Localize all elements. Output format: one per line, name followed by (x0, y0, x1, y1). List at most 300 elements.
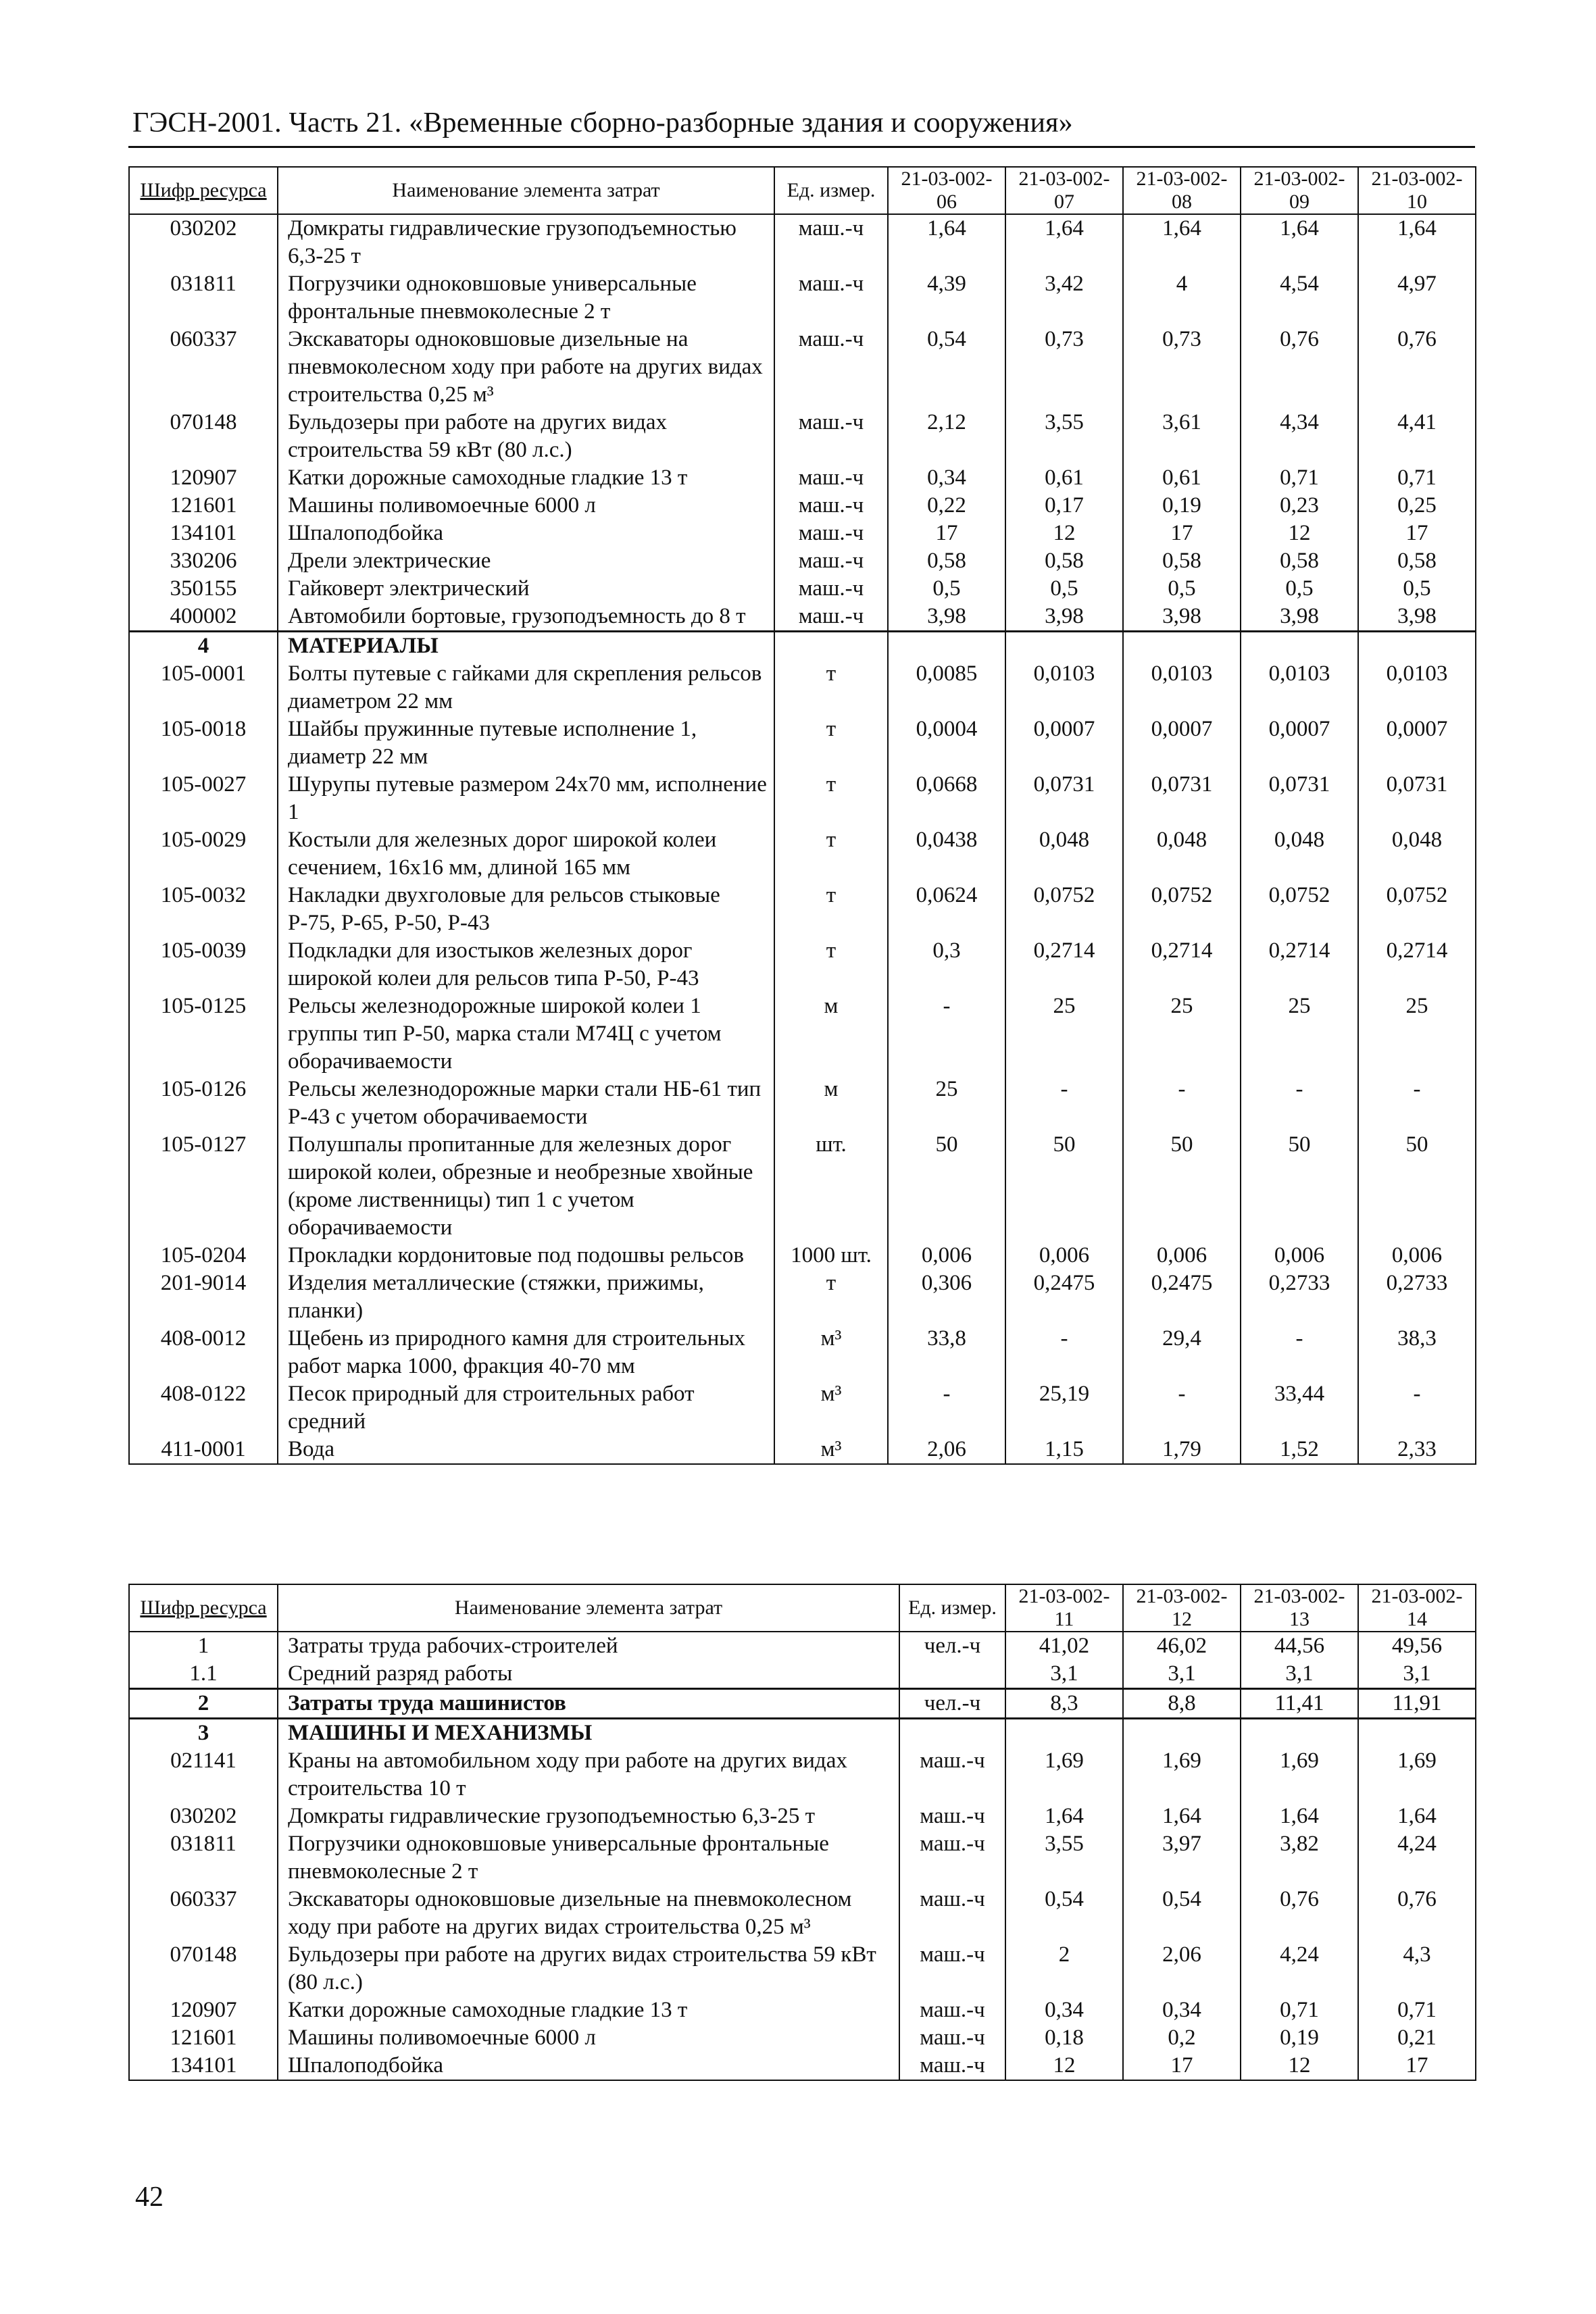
value-cell: 1,69 (1005, 1747, 1123, 1803)
value-cell: 0,58 (888, 547, 1005, 575)
value-cell: 0,048 (1123, 826, 1241, 882)
resource-name: Полушпалы пропитанные для железных дорог широкой колеи, обрезные и необрезные хвойные (кроме лиственницы) тип 1 с учетом оборачиваемости (278, 1131, 774, 1242)
table-row (129, 547, 1476, 575)
value-cell (1123, 632, 1241, 661)
value-cell: 0,2475 (1123, 1269, 1241, 1325)
resource-code: 060337 (129, 326, 278, 409)
resource-name: Погрузчики одноковшовые универсальные фронтальные пневмоколесные 2 т (278, 270, 774, 326)
value-cell: 0,3 (888, 937, 1005, 992)
unit-cell: т (774, 1269, 888, 1325)
value-cell: 0,2714 (1123, 937, 1241, 992)
value-cell: 1,64 (1005, 1803, 1123, 1830)
value-cell (1123, 1719, 1241, 1748)
table-row (129, 575, 1476, 603)
value-cell: 17 (1358, 2052, 1476, 2080)
value-cell: 4,39 (888, 270, 1005, 326)
value-cell: - (1123, 1076, 1241, 1131)
resource-code: 411-0001 (129, 1436, 278, 1464)
table-row (129, 660, 1476, 715)
value-cell: 0,5 (1123, 575, 1241, 603)
value-cell (888, 632, 1005, 661)
resource-name: Экскаваторы одноковшовые дизельные на пневмоколесном ходу при работе на других видах строительства 0,25 м³ (278, 1886, 899, 1941)
resource-name: МАШИНЫ И МЕХАНИЗМЫ (278, 1719, 899, 1748)
value-cell: 50 (1241, 1131, 1358, 1242)
resource-name: Щебень из природного камня для строительных работ марка 1000, фракция 40-70 мм (278, 1325, 774, 1380)
resource-name: Болты путевые с гайками для скрепления рельсов диаметром 22 мм (278, 660, 774, 715)
resource-code: 105-0018 (129, 715, 278, 771)
unit-cell: м (774, 992, 888, 1076)
table-row (129, 1941, 1476, 1996)
value-cell: 0,2714 (1005, 937, 1123, 992)
value-cell: 3,82 (1241, 1830, 1358, 1886)
value-cell: 1,52 (1241, 1436, 1358, 1464)
table-row (129, 2052, 1476, 2080)
table-row (129, 1886, 1476, 1941)
value-cell: 11,91 (1358, 1689, 1476, 1719)
resource-code: 031811 (129, 270, 278, 326)
unit-cell: маш.-ч (899, 2052, 1005, 2080)
table-row (129, 1269, 1476, 1325)
unit-cell: м (774, 1076, 888, 1131)
unit-cell: маш.-ч (899, 1830, 1005, 1886)
unit-cell: чел.-ч (899, 1632, 1005, 1660)
unit-cell: маш.-ч (899, 1803, 1005, 1830)
resource-code: 120907 (129, 464, 278, 492)
value-cell: 0,0438 (888, 826, 1005, 882)
resource-name: Катки дорожные самоходные гладкие 13 т (278, 1996, 899, 2024)
value-cell: 3,55 (1005, 409, 1123, 464)
value-cell: 0,73 (1123, 326, 1241, 409)
value-cell: - (1358, 1076, 1476, 1131)
resource-code: 070148 (129, 1941, 278, 1996)
value-cell: 0,5 (888, 575, 1005, 603)
value-cell: 0,0103 (1241, 660, 1358, 715)
value-cell: 0,76 (1241, 326, 1358, 409)
resource-table-1 (128, 166, 1476, 1465)
value-cell: 0,0007 (1241, 715, 1358, 771)
resource-name: Затраты труда рабочих-строителей (278, 1632, 899, 1660)
resource-code: 330206 (129, 547, 278, 575)
unit-cell: т (774, 826, 888, 882)
value-cell: 0,048 (1005, 826, 1123, 882)
header-code: Шифр ресурса (129, 167, 278, 214)
value-cell: 2,06 (888, 1436, 1005, 1464)
value-cell: 0,0007 (1358, 715, 1476, 771)
table-row (129, 1660, 1476, 1689)
value-cell: 0,58 (1358, 547, 1476, 575)
value-cell: 0,58 (1123, 547, 1241, 575)
resource-name: Подкладки для изостыков железных дорог широкой колеи для рельсов типа Р-50, Р-43 (278, 937, 774, 992)
value-cell: 0,76 (1241, 1886, 1358, 1941)
resource-code: 031811 (129, 1830, 278, 1886)
resource-name: Средний разряд работы (278, 1660, 899, 1689)
table-row (129, 1830, 1476, 1886)
value-cell: 1,15 (1005, 1436, 1123, 1464)
unit-cell: шт. (774, 1131, 888, 1242)
value-cell: 0,17 (1005, 492, 1123, 520)
table-row (129, 1436, 1476, 1464)
unit-cell: маш.-ч (899, 1886, 1005, 1941)
resource-code: 105-0204 (129, 1242, 278, 1269)
table-row (129, 520, 1476, 547)
value-cell: 0,61 (1005, 464, 1123, 492)
resource-code: 408-0012 (129, 1325, 278, 1380)
section-row (129, 1719, 1476, 1748)
resource-code: 060337 (129, 1886, 278, 1941)
resource-name: Дрели электрические (278, 547, 774, 575)
value-cell: 44,56 (1241, 1632, 1358, 1660)
resource-code: 2 (129, 1689, 278, 1719)
value-cell: 3,1 (1005, 1660, 1123, 1689)
value-cell: 0,58 (1005, 547, 1123, 575)
value-cell: 0,19 (1241, 2024, 1358, 2052)
value-cell: 0,006 (1005, 1242, 1123, 1269)
value-cell (1005, 632, 1123, 661)
value-cell: 0,5 (1358, 575, 1476, 603)
value-cell: 17 (1123, 520, 1241, 547)
unit-cell: маш.-ч (774, 409, 888, 464)
value-cell: 1,64 (1005, 214, 1123, 270)
resource-name: Вода (278, 1436, 774, 1464)
table-row (129, 1325, 1476, 1380)
value-cell: 46,02 (1123, 1632, 1241, 1660)
unit-cell: маш.-ч (774, 547, 888, 575)
value-cell: 0,006 (888, 1242, 1005, 1269)
unit-cell (774, 632, 888, 661)
value-cell: 1,64 (1241, 1803, 1358, 1830)
value-cell: 12 (1005, 520, 1123, 547)
header-col: 21-03-002-09 (1241, 167, 1358, 214)
value-cell: 0,0752 (1241, 882, 1358, 937)
unit-cell: 1000 шт. (774, 1242, 888, 1269)
resource-code: 4 (129, 632, 278, 661)
resource-name: Шпалоподбойка (278, 520, 774, 547)
resource-name: Автомобили бортовые, грузоподъемность до 8 т (278, 603, 774, 632)
value-cell: 4,24 (1358, 1830, 1476, 1886)
value-cell: 3,98 (1123, 603, 1241, 632)
value-cell: 25 (888, 1076, 1005, 1131)
resource-name: Домкраты гидравлические грузоподъемностью 6,3-25 т (278, 214, 774, 270)
value-cell: 1,64 (1123, 1803, 1241, 1830)
value-cell: 25 (1005, 992, 1123, 1076)
value-cell: 1,69 (1358, 1747, 1476, 1803)
section-row (129, 632, 1476, 661)
value-cell: - (1005, 1076, 1123, 1131)
resource-name: Песок природный для строительных работ средний (278, 1380, 774, 1436)
unit-cell: чел.-ч (899, 1689, 1005, 1719)
value-cell: 0,23 (1241, 492, 1358, 520)
resource-name: Прокладки кордонитовые под подошвы рельсов (278, 1242, 774, 1269)
value-cell: 0,2714 (1241, 937, 1358, 992)
value-cell: 0,34 (888, 464, 1005, 492)
value-cell: 0,048 (1358, 826, 1476, 882)
table-row (129, 2024, 1476, 2052)
value-cell: 17 (1358, 520, 1476, 547)
table-row (129, 214, 1476, 270)
resource-code: 105-0039 (129, 937, 278, 992)
unit-cell: маш.-ч (899, 1941, 1005, 1996)
value-cell: 0,0624 (888, 882, 1005, 937)
value-cell: 2,06 (1123, 1941, 1241, 1996)
table-row (129, 464, 1476, 492)
unit-cell: т (774, 771, 888, 826)
header-col: 21-03-002-12 (1123, 1584, 1241, 1632)
value-cell (1005, 1719, 1123, 1748)
header-unit: Ед. измер. (899, 1584, 1005, 1632)
resource-code: 120907 (129, 1996, 278, 2024)
resource-name: Домкраты гидравлические грузоподъемностью 6,3-25 т (278, 1803, 899, 1830)
value-cell: 0,0085 (888, 660, 1005, 715)
value-cell: 29,4 (1123, 1325, 1241, 1380)
resource-name: Рельсы железнодорожные широкой колеи 1 группы тип Р-50, марка стали М74Ц с учетом оборачиваемости (278, 992, 774, 1076)
resource-name: Шурупы путевые размером 24x70 мм, исполнение 1 (278, 771, 774, 826)
value-cell: - (888, 1380, 1005, 1436)
value-cell: 25 (1123, 992, 1241, 1076)
header-col: 21-03-002-11 (1005, 1584, 1123, 1632)
header-col: 21-03-002-10 (1358, 167, 1476, 214)
value-cell: 3,61 (1123, 409, 1241, 464)
unit-cell: м³ (774, 1436, 888, 1464)
table-row (129, 603, 1476, 632)
value-cell: 25 (1241, 992, 1358, 1076)
value-cell: 49,56 (1358, 1632, 1476, 1660)
value-cell: 50 (1358, 1131, 1476, 1242)
table-row (129, 771, 1476, 826)
value-cell: 3,1 (1241, 1660, 1358, 1689)
page-number: 42 (135, 2182, 164, 2213)
resource-name: Шпалоподбойка (278, 2052, 899, 2080)
value-cell: 4,41 (1358, 409, 1476, 464)
value-cell: 3,1 (1358, 1660, 1476, 1689)
value-cell: 0,0752 (1123, 882, 1241, 937)
value-cell: 4,97 (1358, 270, 1476, 326)
value-cell: 0,76 (1358, 326, 1476, 409)
resource-code: 121601 (129, 2024, 278, 2052)
value-cell (1358, 1719, 1476, 1748)
value-cell: 25,19 (1005, 1380, 1123, 1436)
resource-name: Костыли для железных дорог широкой колеи сечением, 16x16 мм, длиной 165 мм (278, 826, 774, 882)
value-cell: 4,3 (1358, 1941, 1476, 1996)
value-cell: 0,306 (888, 1269, 1005, 1325)
resource-name: Машины поливомоечные 6000 л (278, 492, 774, 520)
value-cell: 0,2733 (1358, 1269, 1476, 1325)
value-cell: 38,3 (1358, 1325, 1476, 1380)
value-cell: 0,5 (1241, 575, 1358, 603)
value-cell: 0,0103 (1358, 660, 1476, 715)
table-row (129, 1689, 1476, 1719)
header-col: 21-03-002-13 (1241, 1584, 1358, 1632)
value-cell: 4,24 (1241, 1941, 1358, 1996)
value-cell: 4,34 (1241, 409, 1358, 464)
resource-name: Бульдозеры при работе на других видах строительства 59 кВт (80 л.с.) (278, 1941, 899, 1996)
unit-cell: м³ (774, 1380, 888, 1436)
table-row (129, 882, 1476, 937)
value-cell: 3,98 (888, 603, 1005, 632)
value-cell: 0,25 (1358, 492, 1476, 520)
unit-cell (899, 1719, 1005, 1748)
value-cell: - (1241, 1076, 1358, 1131)
resource-name: Изделия металлические (стяжки, прижимы, планки) (278, 1269, 774, 1325)
value-cell: 0,0731 (1241, 771, 1358, 826)
table-row (129, 1632, 1476, 1660)
value-cell: 0,2733 (1241, 1269, 1358, 1325)
table-row (129, 1380, 1476, 1436)
resource-name: Экскаваторы одноковшовые дизельные на пневмоколесном ходу при работе на других видах строительства 0,25 м³ (278, 326, 774, 409)
resource-code: 105-0001 (129, 660, 278, 715)
resource-code: 350155 (129, 575, 278, 603)
header-name: Наименование элемента затрат (278, 167, 774, 214)
resource-name: Накладки двухголовые для рельсов стыковые Р-75, Р-65, Р-50, Р-43 (278, 882, 774, 937)
value-cell: 3,1 (1123, 1660, 1241, 1689)
table-row (129, 1803, 1476, 1830)
value-cell: 8,8 (1123, 1689, 1241, 1719)
value-cell: 0,2714 (1358, 937, 1476, 992)
value-cell: 0,71 (1241, 1996, 1358, 2024)
value-cell: 0,2475 (1005, 1269, 1123, 1325)
value-cell: 1,69 (1241, 1747, 1358, 1803)
value-cell: 0,006 (1241, 1242, 1358, 1269)
table-row (129, 409, 1476, 464)
value-cell: 0,58 (1241, 547, 1358, 575)
resource-name: Машины поливомоечные 6000 л (278, 2024, 899, 2052)
unit-cell (899, 1660, 1005, 1689)
resource-code: 070148 (129, 409, 278, 464)
resource-code: 1.1 (129, 1660, 278, 1689)
header-col: 21-03-002-08 (1123, 167, 1241, 214)
unit-cell: маш.-ч (899, 2024, 1005, 2052)
header-code: Шифр ресурса (129, 1584, 278, 1632)
resource-code: 105-0029 (129, 826, 278, 882)
value-cell: 0,0007 (1123, 715, 1241, 771)
resource-name: Затраты труда машинистов (278, 1689, 899, 1719)
header-name: Наименование элемента затрат (278, 1584, 899, 1632)
resource-name: Катки дорожные самоходные гладкие 13 т (278, 464, 774, 492)
value-cell: 0,54 (888, 326, 1005, 409)
resource-name: Погрузчики одноковшовые универсальные фронтальные пневмоколесные 2 т (278, 1830, 899, 1886)
resource-table-2 (128, 1584, 1476, 2081)
table-row (129, 715, 1476, 771)
value-cell: 0,006 (1123, 1242, 1241, 1269)
value-cell: 0,34 (1005, 1996, 1123, 2024)
table-row (129, 992, 1476, 1076)
table-row (129, 1996, 1476, 2024)
header-unit: Ед. измер. (774, 167, 888, 214)
value-cell: 17 (1123, 2052, 1241, 2080)
value-cell: 1,79 (1123, 1436, 1241, 1464)
value-cell: 3,97 (1123, 1830, 1241, 1886)
table-row (129, 1076, 1476, 1131)
value-cell: 0,71 (1358, 464, 1476, 492)
table-header-row (129, 1584, 1476, 1632)
value-cell (1241, 1719, 1358, 1748)
value-cell: - (1358, 1380, 1476, 1436)
header-rule (128, 146, 1475, 148)
resource-name: Гайковерт электрический (278, 575, 774, 603)
value-cell: - (1123, 1380, 1241, 1436)
value-cell: 4 (1123, 270, 1241, 326)
unit-cell: маш.-ч (899, 1996, 1005, 2024)
table-row (129, 1242, 1476, 1269)
header-col: 21-03-002-07 (1005, 167, 1123, 214)
value-cell: 1,64 (1123, 214, 1241, 270)
resource-code: 105-0027 (129, 771, 278, 826)
resource-code: 030202 (129, 1803, 278, 1830)
resource-code: 030202 (129, 214, 278, 270)
unit-cell: м³ (774, 1325, 888, 1380)
value-cell: 12 (1241, 520, 1358, 547)
resource-code: 400002 (129, 603, 278, 632)
resource-name: Рельсы железнодорожные марки стали НБ-61 тип Р-43 с учетом оборачиваемости (278, 1076, 774, 1131)
value-cell: 0,2 (1123, 2024, 1241, 2052)
resource-code: 134101 (129, 520, 278, 547)
value-cell: 50 (1005, 1131, 1123, 1242)
value-cell: 0,0752 (1005, 882, 1123, 937)
header-col: 21-03-002-06 (888, 167, 1005, 214)
header-col: 21-03-002-14 (1358, 1584, 1476, 1632)
unit-cell: т (774, 660, 888, 715)
unit-cell: маш.-ч (774, 603, 888, 632)
resource-name: Шайбы пружинные путевые исполнение 1, диаметр 22 мм (278, 715, 774, 771)
value-cell: 0,0731 (1005, 771, 1123, 826)
resource-code: 3 (129, 1719, 278, 1748)
resource-code: 021141 (129, 1747, 278, 1803)
unit-cell: маш.-ч (774, 214, 888, 270)
value-cell: 25 (1358, 992, 1476, 1076)
resource-code: 105-0032 (129, 882, 278, 937)
value-cell: 0,0731 (1358, 771, 1476, 826)
resource-code: 134101 (129, 2052, 278, 2080)
unit-cell: маш.-ч (774, 492, 888, 520)
value-cell: 0,61 (1123, 464, 1241, 492)
unit-cell: маш.-ч (774, 575, 888, 603)
page-header: ГЭСН-2001. Часть 21. «Временные сборно-разборные здания и сооружения» (132, 107, 1073, 139)
resource-name: Бульдозеры при работе на других видах строительства 59 кВт (80 л.с.) (278, 409, 774, 464)
value-cell: 2,33 (1358, 1436, 1476, 1464)
unit-cell: т (774, 937, 888, 992)
value-cell: 0,18 (1005, 2024, 1123, 2052)
value-cell: 1,64 (888, 214, 1005, 270)
resource-code: 201-9014 (129, 1269, 278, 1325)
value-cell: 0,22 (888, 492, 1005, 520)
table-row (129, 492, 1476, 520)
unit-cell: маш.-ч (774, 270, 888, 326)
table-row (129, 326, 1476, 409)
value-cell: 0,34 (1123, 1996, 1241, 2024)
value-cell: - (1005, 1325, 1123, 1380)
value-cell: 0,21 (1358, 2024, 1476, 2052)
resource-code: 1 (129, 1632, 278, 1660)
value-cell: 1,69 (1123, 1747, 1241, 1803)
value-cell: 0,73 (1005, 326, 1123, 409)
unit-cell: т (774, 882, 888, 937)
value-cell: 0,71 (1358, 1996, 1476, 2024)
table-row (129, 937, 1476, 992)
value-cell: 33,8 (888, 1325, 1005, 1380)
value-cell: 0,0103 (1005, 660, 1123, 715)
value-cell: 33,44 (1241, 1380, 1358, 1436)
value-cell: - (1241, 1325, 1358, 1380)
unit-cell: маш.-ч (899, 1747, 1005, 1803)
value-cell: 0,71 (1241, 464, 1358, 492)
value-cell: 50 (888, 1131, 1005, 1242)
value-cell: - (888, 992, 1005, 1076)
value-cell: 0,0731 (1123, 771, 1241, 826)
value-cell: 2,12 (888, 409, 1005, 464)
value-cell: 3,42 (1005, 270, 1123, 326)
value-cell: 0,048 (1241, 826, 1358, 882)
value-cell: 12 (1241, 2052, 1358, 2080)
value-cell: 3,98 (1005, 603, 1123, 632)
